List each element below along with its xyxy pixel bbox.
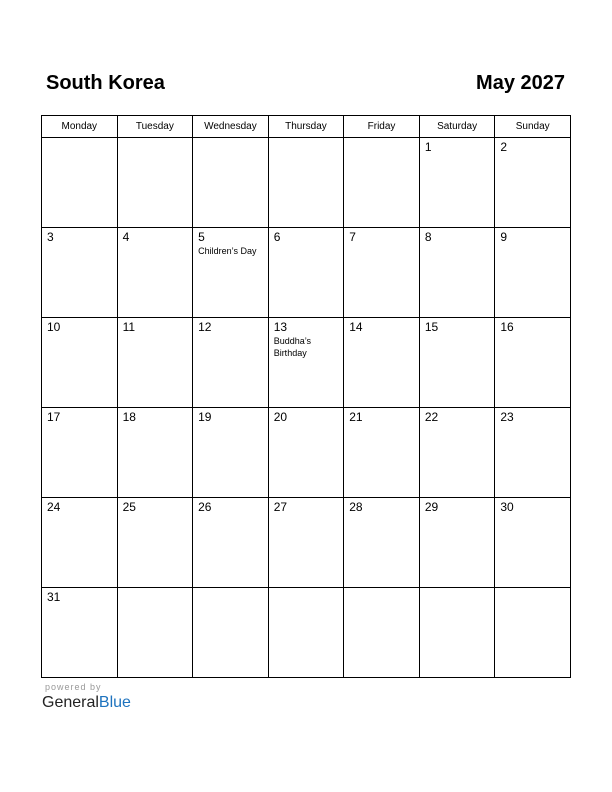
day-number: 15 (424, 320, 439, 334)
day-number: 28 (349, 500, 363, 514)
day-number: 23 (500, 410, 514, 424)
day-cell (193, 318, 269, 408)
weekday-header: Sunday (495, 116, 571, 138)
day-number: 9 (500, 230, 508, 244)
day-number: 5 (198, 230, 205, 244)
day-cell (268, 228, 344, 318)
weekday-header-row (42, 116, 571, 138)
day-number (118, 138, 193, 141)
day-cell (42, 498, 118, 588)
day-number: 6 (273, 230, 281, 244)
day-cell (117, 588, 193, 678)
day-cell (42, 138, 118, 228)
weekday-header: Tuesday (117, 116, 193, 138)
day-number: 30 (500, 500, 514, 514)
month-title: May 2027 (476, 72, 565, 94)
week-row (42, 498, 571, 588)
day-number (269, 138, 344, 141)
day-cell (193, 228, 269, 318)
day-number: 14 (349, 320, 363, 334)
day-number (42, 138, 117, 141)
day-cell (117, 228, 193, 318)
day-cell (495, 228, 571, 318)
day-number: 31 (47, 590, 61, 604)
day-number: 7 (349, 230, 356, 244)
day-cell (268, 588, 344, 678)
day-number: 17 (47, 410, 61, 424)
day-number (118, 588, 193, 591)
day-number (344, 588, 419, 591)
week-row (42, 318, 571, 408)
calendar-grid (41, 115, 571, 678)
day-number (269, 588, 344, 591)
day-number: 27 (273, 500, 288, 514)
day-number: 19 (198, 410, 212, 424)
day-cell (193, 498, 269, 588)
day-cell (117, 408, 193, 498)
day-cell (193, 408, 269, 498)
day-cell (419, 588, 495, 678)
day-number: 1 (424, 140, 432, 154)
day-number (495, 588, 570, 591)
day-number: 22 (424, 410, 439, 424)
day-number (344, 138, 419, 141)
brand-general-text: General (42, 694, 99, 711)
day-number (193, 588, 268, 591)
week-row (42, 228, 571, 318)
day-cell (495, 138, 571, 228)
day-number: 21 (349, 410, 363, 424)
powered-by-label: powered by (45, 682, 102, 692)
day-cell (268, 408, 344, 498)
day-number: 8 (424, 230, 432, 244)
day-cell (117, 498, 193, 588)
day-number: 29 (424, 500, 439, 514)
weekday-header: Saturday (419, 116, 495, 138)
day-cell (268, 318, 344, 408)
day-cell (42, 228, 118, 318)
weekday-header: Monday (42, 116, 118, 138)
day-number: 16 (500, 320, 514, 334)
day-number: 3 (47, 230, 54, 244)
day-number: 10 (47, 320, 61, 334)
day-number: 24 (47, 500, 61, 514)
day-cell (344, 408, 420, 498)
day-number: 20 (273, 410, 288, 424)
week-row (42, 588, 571, 678)
day-cell (419, 318, 495, 408)
country-title: South Korea (46, 72, 165, 94)
day-cell (495, 498, 571, 588)
day-cell (268, 138, 344, 228)
day-cell (193, 588, 269, 678)
day-number: 26 (198, 500, 212, 514)
day-cell (419, 408, 495, 498)
day-cell (42, 588, 118, 678)
day-cell (268, 498, 344, 588)
day-number: 18 (122, 410, 136, 424)
day-cell (344, 318, 420, 408)
weekday-header: Thursday (268, 116, 344, 138)
day-number: 13 (273, 320, 288, 334)
day-cell (117, 318, 193, 408)
day-cell (419, 138, 495, 228)
day-number: 4 (122, 230, 130, 244)
day-number: 25 (122, 500, 136, 514)
day-cell (42, 318, 118, 408)
day-cell (117, 138, 193, 228)
weekday-header: Wednesday (193, 116, 269, 138)
generalblue-logo[interactable] (42, 694, 131, 712)
day-number (420, 588, 495, 591)
week-row (42, 138, 571, 228)
brand-blue-text: Blue (98, 694, 131, 711)
day-cell (344, 498, 420, 588)
holiday-label: Children’s Day (198, 246, 257, 256)
day-cell (495, 408, 571, 498)
week-row (42, 408, 571, 498)
day-number (193, 138, 268, 141)
day-cell (344, 138, 420, 228)
day-cell (193, 138, 269, 228)
day-number: 2 (500, 140, 508, 154)
day-cell (419, 498, 495, 588)
day-number: 12 (198, 320, 212, 334)
day-cell (495, 588, 571, 678)
weekday-header: Friday (344, 116, 420, 138)
day-cell (419, 228, 495, 318)
day-cell (42, 408, 118, 498)
day-number: 11 (122, 320, 136, 334)
day-cell (495, 318, 571, 408)
day-cell (344, 588, 420, 678)
holiday-label: Buddha’s Birthday (273, 336, 312, 358)
day-cell (344, 228, 420, 318)
